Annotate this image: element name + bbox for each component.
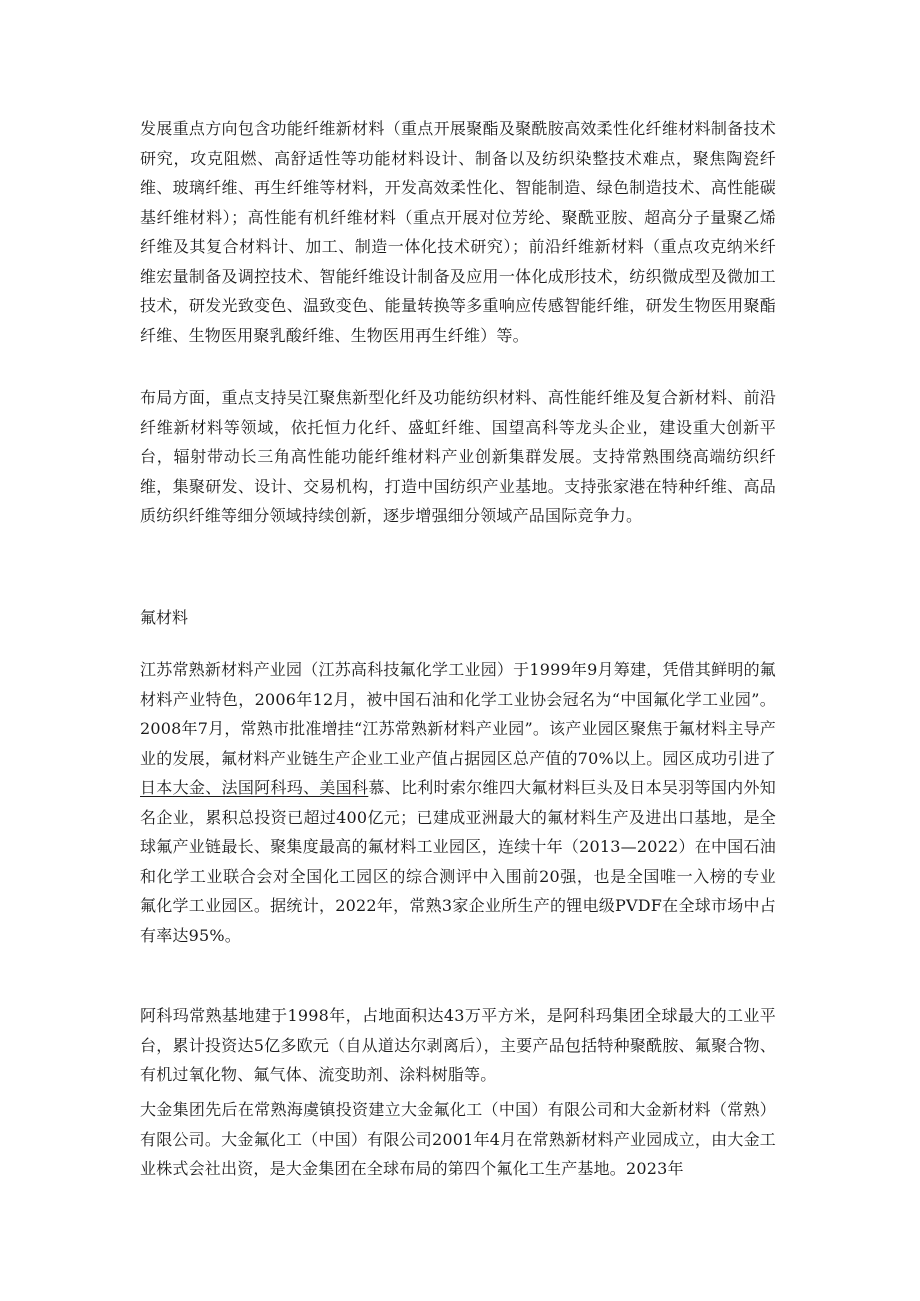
park-text-part1: 江苏常熟新材料产业园（江苏高科技氟化学工业园）于1999年9月筹建，凭借其鲜明的氟材料产业特色，2006年12月，被中国石油和化学工业协会冠名为“中国氟化学工业园”。2008年7月，常熟市批准增挂“江苏常熟新材料产业园”。该产业园区聚焦于氟材料主导产业的发展，氟材料产业链生产企业工业产值占据园区总产值的70%以上。园区成功引进了	[140, 660, 776, 768]
park-text-part2: 慕、比利时索尔维四大氟材料巨头及日本吴羽等国内外知名企业，累积总投资已超过400亿元；已建成亚洲最大的氟材料生产及进出口基地，是全球氟产业链最长、聚集度最高的氟材料工业园区，连续十年（2013—2022）在中国石油和化学工业联合会对全国化工园区的综合测评中入围前20强，也是全国唯一入榜的专业氟化学工业园区。据统计，2022年，常熟3家企业所生产的锂电级PVDF在全球市场中占有率达95%。	[140, 778, 776, 945]
fiber-layout-paragraph: 布局方面，重点支持吴江聚焦新型化纤及功能纺织材料、高性能纤维及复合新材料、前沿纤维新材料等领域，依托恒力化纤、盛虹纤维、国望高科等龙头企业，建设重大创新平台，辐射带动长三角高性能功能纤维材料产业创新集群发展。支持常熟围绕高端纺织纤维，集聚研发、设计、交易机构，打造中国纺织产业基地。支持张家港在特种纤维、高品质纺织纤维等细分领域持续创新，逐步增强细分领域产品国际竞争力。	[140, 388, 776, 525]
underlined-companies: 日本大金、法国阿科玛、美国科	[140, 778, 369, 797]
fiber-focus-paragraph: 发展重点方向包含功能纤维新材料（重点开展聚酯及聚酰胺高效柔性化纤维材料制备技术研究，攻克阻燃、高舒适性等功能材料设计、制备以及纺织染整技术难点，聚焦陶瓷纤维、玻璃纤维、再生纤维等材料，开发高效柔性化、智能制造、绿色制造技术、高性能碳基纤维材料）；高性能有机纤维材料（重点开展对位芳纶、聚酰亚胺、超高分子量聚乙烯纤维及其复合材料计、加工、制造一体化技术研究）；前沿纤维新材料（重点攻克纳米纤维宏量制备及调控技术、智能纤维设计制备及应用一体化成形技术，纺织微成型及微加工技术，研发光致变色、温致变色、能量转换等多重响应传感智能纤维，研发生物医用聚酯纤维、生物医用聚乳酸纤维、生物医用再生纤维）等。	[140, 119, 776, 345]
changshu-park-paragraph	[140, 655, 776, 950]
arkema-paragraph: 阿科玛常熟基地建于1998年，占地面积达43万平方米，是阿科玛集团全球最大的工业平台，累计投资达5亿多欧元（自从道达尔剥离后），主要产品包括特种聚酰胺、氟聚合物、有机过氧化物、氟气体、流变助剂、涂料树脂等。	[140, 1006, 776, 1084]
daikin-paragraph: 大金集团先后在常熟海虞镇投资建立大金氟化工（中国）有限公司和大金新材料（常熟）有限公司。大金氟化工（中国）有限公司2001年4月在常熟新材料产业园成立，由大金工业株式会社出资，是大金集团在全球布局的第四个氟化工生产基地。2023年	[140, 1100, 776, 1178]
section-heading-fluorine: 氟材料	[140, 608, 189, 627]
